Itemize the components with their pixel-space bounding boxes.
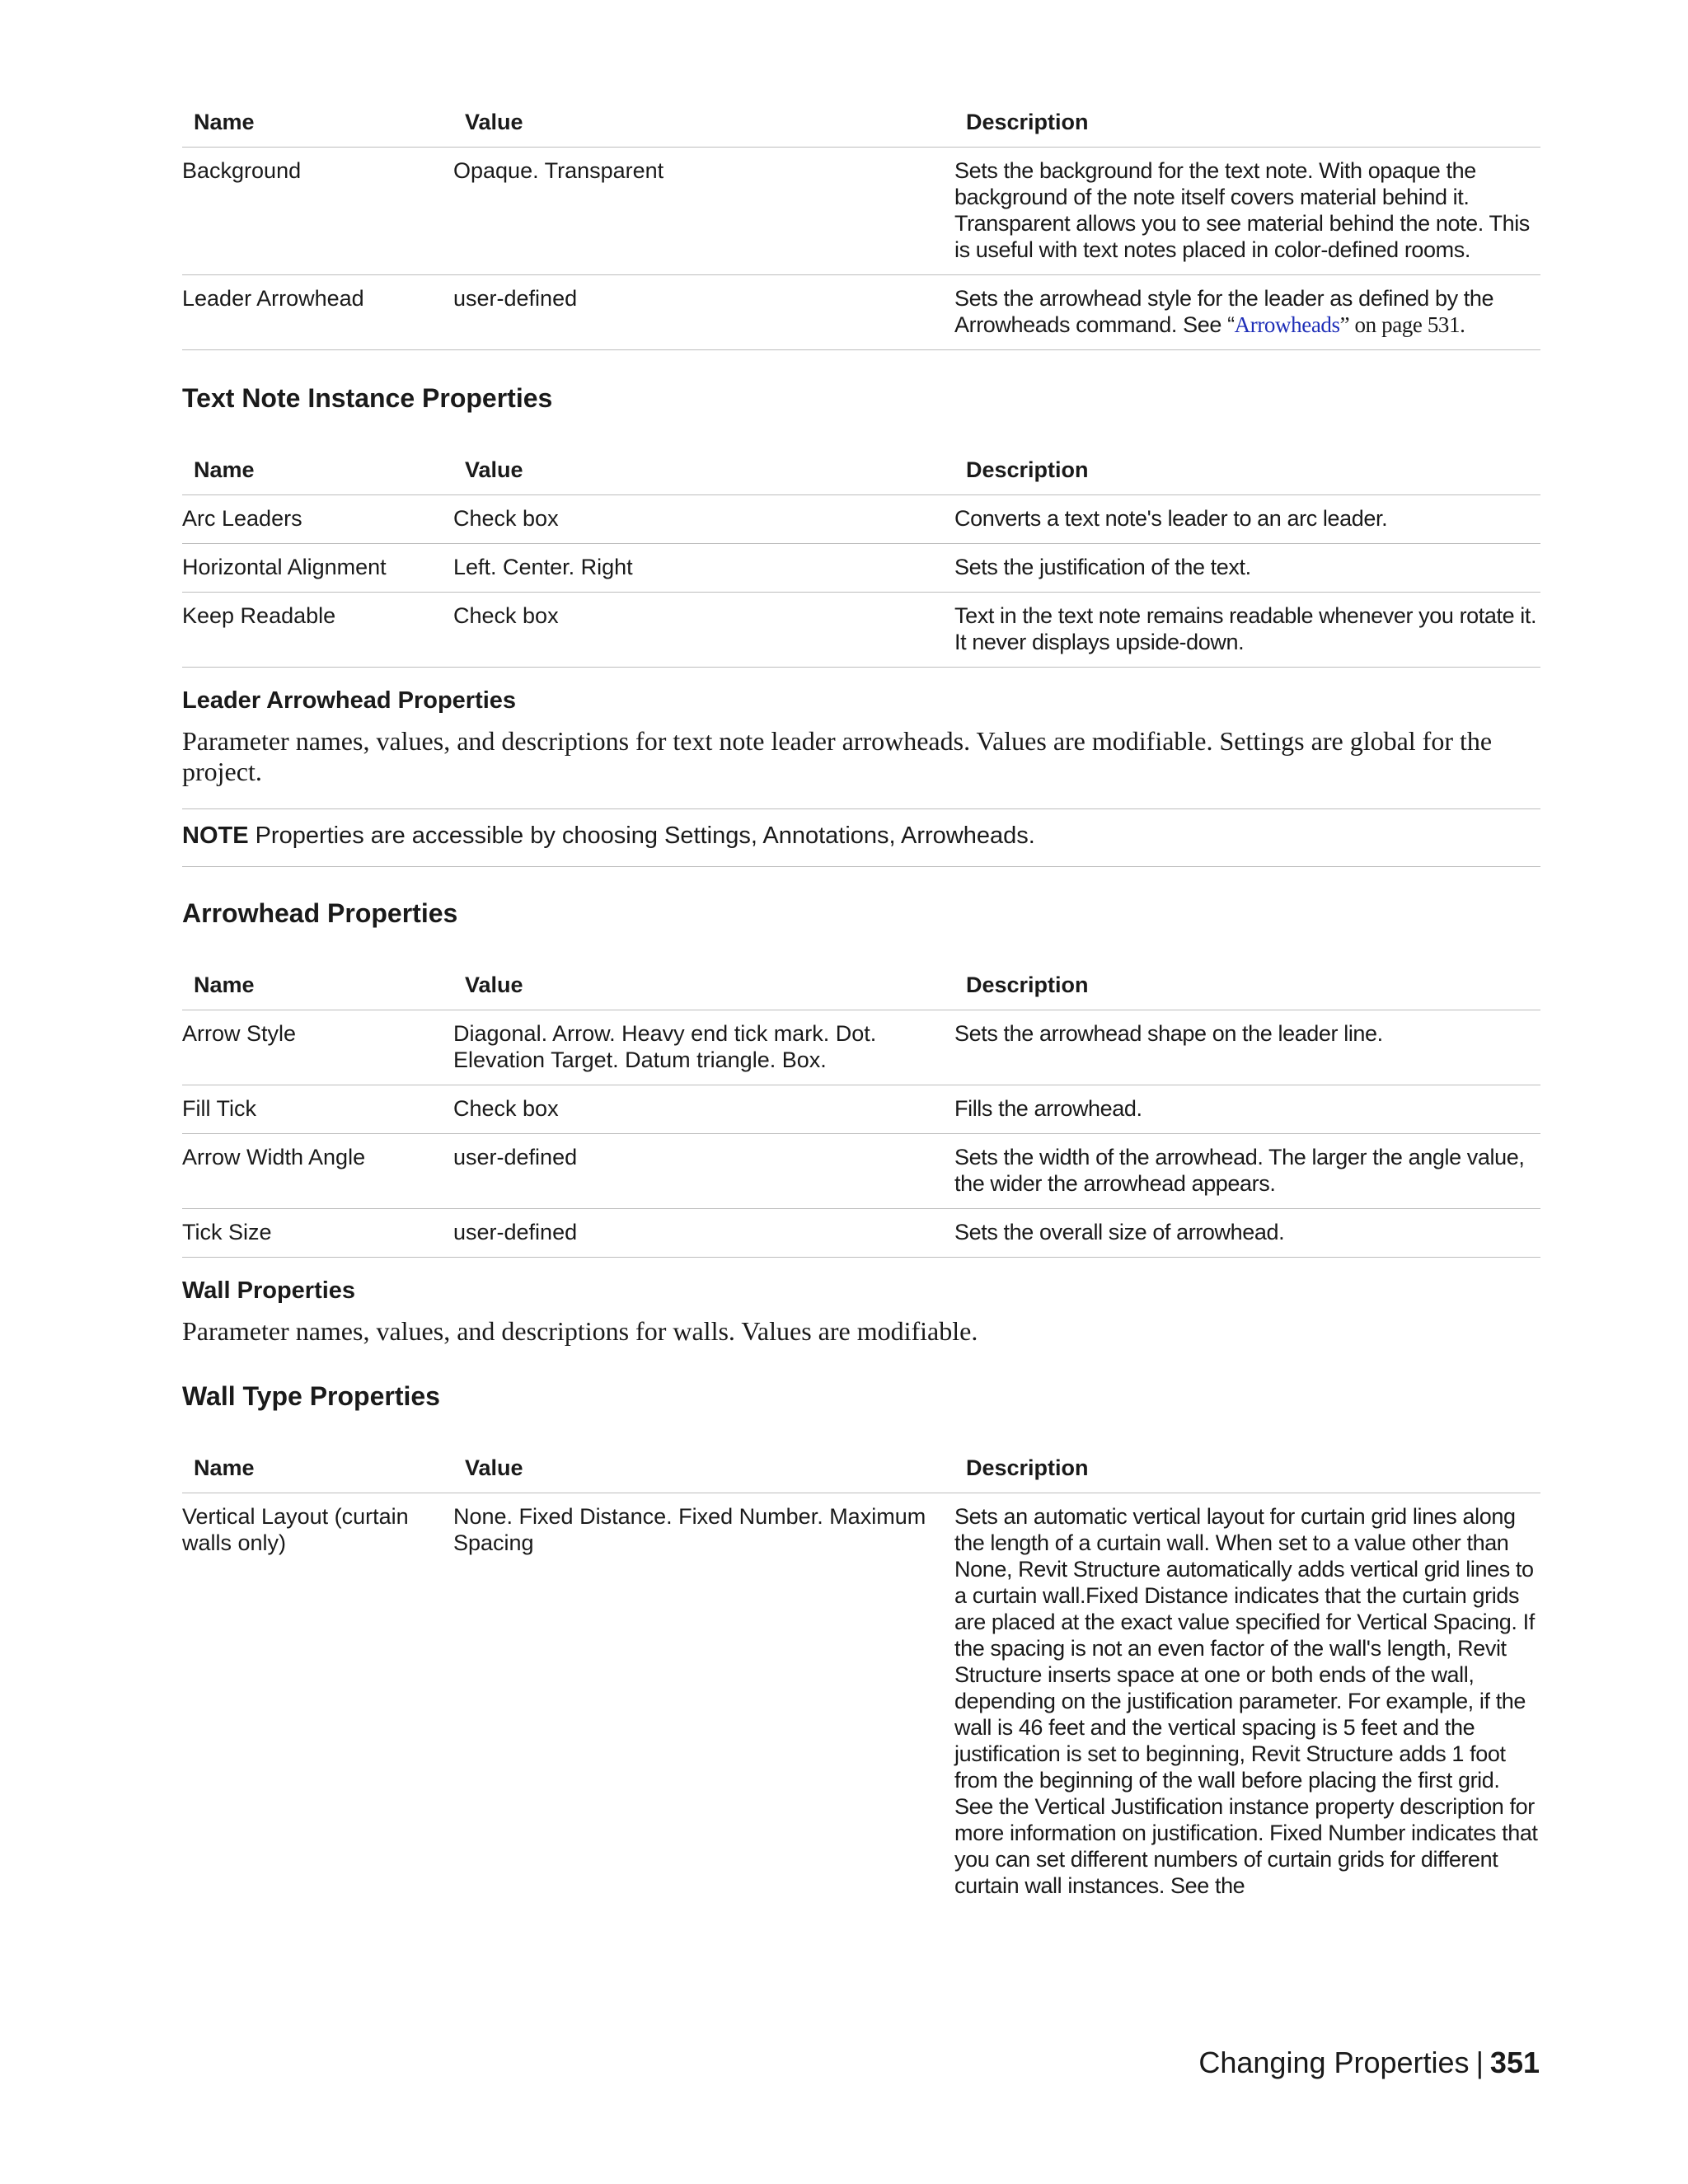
intro-paragraph: Parameter names, values, and descriptions for text note leader arrowheads. Values are modifiable. Settings are global for the project. [182, 726, 1493, 786]
table-row [182, 148, 1540, 275]
cell-name: Horizontal Alignment [182, 544, 453, 593]
cell-description: Sets the width of the arrowhead. The larger the angle value, the wider the arrowhead appears. [954, 1134, 1540, 1209]
cell-name: Arrow Width Angle [182, 1134, 453, 1209]
cell-value: Check box [453, 593, 954, 668]
cell-name: Vertical Layout (curtain walls only) [182, 1504, 409, 1555]
note-text: Properties are accessible by choosing Settings, Annotations, Arrowheads. [255, 823, 1035, 849]
table-row [182, 1010, 1540, 1085]
note-label: NOTE [182, 823, 249, 849]
table-row [182, 275, 1540, 350]
cell-description: Sets the justification of the text. [954, 544, 1540, 593]
header-description: Description [954, 962, 1540, 1010]
table-row [182, 1493, 1540, 1911]
description-text-post: ” on page 531. [1339, 312, 1465, 337]
cell-name: Arrow Style [182, 1010, 453, 1085]
table-row [182, 593, 1540, 668]
subsection-heading: Leader Arrowhead Properties [182, 687, 517, 714]
table-row [182, 1209, 1540, 1258]
header-value: Value [453, 99, 954, 148]
table-row [182, 1134, 1540, 1209]
section-heading: Text Note Instance Properties [182, 383, 553, 413]
cell-name: Arc Leaders [182, 495, 453, 544]
cell-name: Fill Tick [182, 1085, 453, 1134]
footer-separator: | [1475, 2046, 1484, 2079]
header-value: Value [453, 1445, 954, 1493]
subsection-heading: Wall Properties [182, 1277, 356, 1304]
cell-value: user-defined [453, 275, 954, 350]
wall-type-table [182, 1445, 1540, 1910]
cell-name: Tick Size [182, 1209, 453, 1258]
section-heading: Arrowhead Properties [182, 898, 458, 928]
cell-value: Left. Center. Right [453, 544, 954, 593]
page-footer [1198, 2046, 1540, 2080]
cell-description: Sets the overall size of arrowhead. [954, 1209, 1540, 1258]
cell-value: Opaque. Transparent [453, 148, 954, 275]
cell-description: Text in the text note remains readable whenever you rotate it. It never displays upside-down. [954, 593, 1540, 668]
cell-description: Sets the background for the text note. With opaque the background of the note itself covers material behind it. Transparent allows you to see material behind the note. This is useful with text notes placed in color-defined rooms. [954, 148, 1540, 275]
table-row [182, 1085, 1540, 1134]
header-name: Name [182, 1445, 453, 1493]
cell-description: Sets an automatic vertical layout for curtain grid lines along the length of a curtain wall. When set to a value other than None, Revit Structure automatically adds vertical grid lines to a curtain wall.Fixed Distance indicates that the curtain grids are placed at the exact value specified for Vertical Spacing. If the spacing is not an even factor of the wall's length, Revit Structure inserts space at one or both ends of the wall, depending on the justification parameter. For example, if the wall is 46 feet and the vertical spacing is 5 feet and the justification is set to beginning, Revit Structure adds 1 foot from the beginning of the wall before placing the first grid. See the Vertical Justification instance property description for more information on justification. Fixed Number indicates that you can set different numbers of curtain grids for different curtain wall instances. See the [954, 1504, 1538, 1898]
document-page [182, 99, 1540, 1910]
table-header-row [182, 99, 1540, 148]
intro-paragraph: Parameter names, values, and descriptions for walls. Values are modifiable. [182, 1316, 978, 1346]
header-name: Name [182, 447, 453, 495]
table-header-row [182, 1445, 1540, 1493]
note-box [182, 808, 1540, 867]
cell-name: Background [182, 148, 453, 275]
table-header-row [182, 962, 1540, 1010]
cell-name: Leader Arrowhead [182, 275, 453, 350]
arrowheads-link[interactable]: Arrowheads [1234, 312, 1340, 337]
description-text: Sets the arrowhead style for the leader as defined by the Arrowheads command. See “ [954, 286, 1494, 337]
cell-value: Diagonal. Arrow. Heavy end tick mark. Dot. Elevation Target. Datum triangle. Box. [453, 1010, 954, 1085]
cell-description: Converts a text note's leader to an arc leader. [954, 495, 1540, 544]
text-note-type-table [182, 99, 1540, 350]
text-note-instance-table [182, 447, 1540, 668]
header-description: Description [954, 447, 1540, 495]
cell-value: Check box [453, 1085, 954, 1134]
table-row [182, 544, 1540, 593]
cell-value: Check box [453, 495, 954, 544]
header-name: Name [182, 99, 453, 148]
header-name: Name [182, 962, 453, 1010]
header-value: Value [453, 447, 954, 495]
table-header-row [182, 447, 1540, 495]
cell-description: Sets the arrowhead shape on the leader line. [954, 1010, 1540, 1085]
cell-name: Keep Readable [182, 593, 453, 668]
footer-section-title: Changing Properties [1198, 2046, 1470, 2079]
page-number: 351 [1489, 2046, 1540, 2079]
header-description: Description [954, 99, 1540, 148]
header-description: Description [954, 1445, 1540, 1493]
cell-value: user-defined [453, 1209, 954, 1258]
cell-value: user-defined [453, 1134, 954, 1209]
header-value: Value [453, 962, 954, 1010]
cell-value: None. Fixed Distance. Fixed Number. Maximum Spacing [453, 1504, 926, 1555]
arrowhead-properties-table [182, 962, 1540, 1258]
cell-description: Fills the arrowhead. [954, 1085, 1540, 1134]
table-row [182, 495, 1540, 544]
cell-description [954, 275, 1540, 350]
section-heading: Wall Type Properties [182, 1381, 440, 1411]
